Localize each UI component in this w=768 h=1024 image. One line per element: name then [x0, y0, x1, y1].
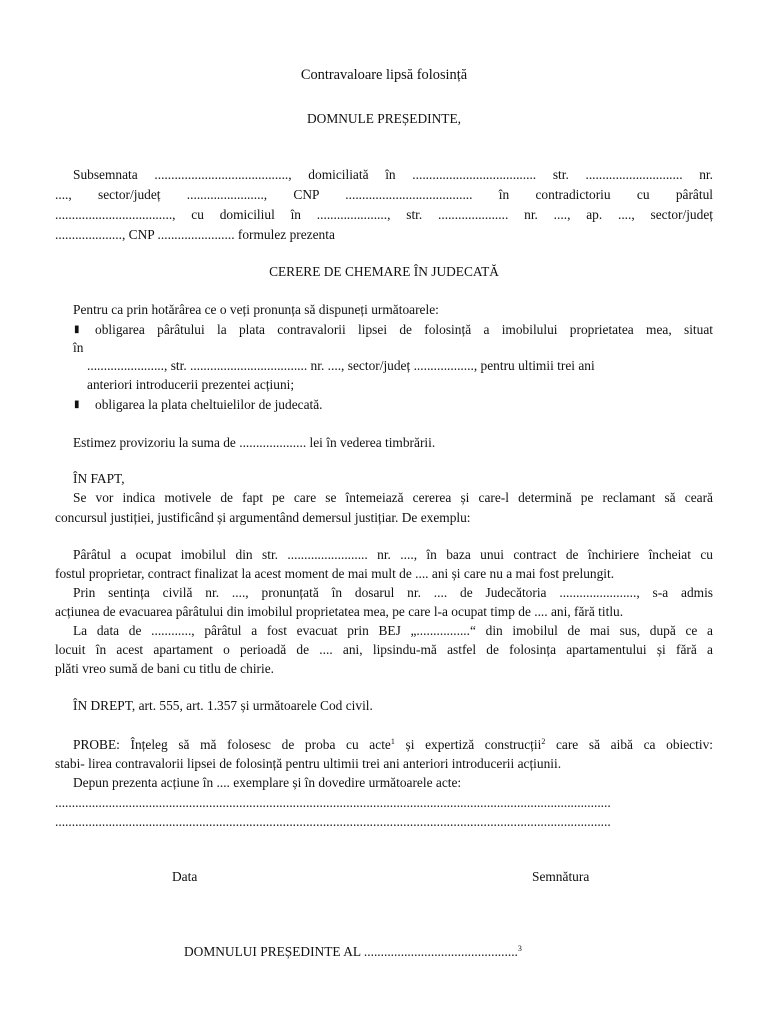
document-title: Contravaloare lipsă folosință [300, 67, 468, 83]
signature-label: Semnătura [532, 869, 590, 884]
intro-line-4: ...................., CNP ....................... formulez prezenta [55, 227, 335, 242]
facts-heading: ÎN FAPT, [73, 471, 125, 486]
footnote-ref-1: 1 [390, 737, 395, 746]
evidence-text-3: care să aibă ca obiectiv: [545, 737, 713, 752]
estimate-text: Estimez provizoriu la suma de .................... lei în vederea timbrării. [73, 435, 436, 450]
evidence-text-1: PROBE: Înțeleg să mă folosesc de proba cu acte [73, 737, 391, 752]
intro-line-3: ..................................., cu domiciliul în ....................., str. ..................... nr. ...., ap. ...., sector/județ [55, 207, 713, 222]
intro-line-2: ...., sector/județ ......................., CNP ...................................... în contradictoriu cu pârâtul [55, 187, 713, 202]
date-label: Data [172, 869, 198, 884]
evidence-line-2: stabi- lirea contravalorii lipsei de folosință pentru ultimii trei ani anteriori introducerii acțiunii. [55, 756, 562, 771]
facts-p2-line-1: Prin sentința civilă nr. ...., pronunțată în dosarul nr. .... de Judecătoria ......................., s-a admis [73, 585, 713, 600]
facts-intro-line-1: Se vor indica motivele de fapt pe care se întemeiază cererea și care-l determină pe reclamant să ceară [73, 490, 713, 505]
salutation: DOMNULE PREȘEDINTE, [307, 111, 461, 126]
dotted-line-2: ...................................................................................................................................................................... [55, 814, 611, 829]
bullet-1-line-4: anteriori introducerii prezentei acțiuni; [87, 377, 295, 392]
bullet-1-line-3: ......................., str. ................................... nr. ...., sector/județ .................., pentru ultimii trei ani [87, 358, 595, 373]
request-intro: Pentru ca prin hotărârea ce o veți pronunța să dispuneți următoarele: [73, 302, 439, 317]
facts-p2-line-2: acțiunea de evacuarea pârâtului din imobilul proprietatea mea, pe care l-a ocupat timp de .... ani, fără titlu. [55, 604, 624, 619]
facts-p1-line-2: fostul proprietar, contract finalizat la acest moment de mai mult de .... ani și care nu a mai fost prelungit. [55, 566, 615, 581]
bullet-icon: ▮ [74, 324, 80, 335]
evidence-text-2: și expertiză construcții [394, 737, 542, 752]
footnote-ref-2: 2 [541, 737, 546, 746]
facts-p3-line-3: plăti vreo sumă de bani cu titlu de chirie. [55, 661, 275, 676]
section-heading: CERERE DE CHEMARE ÎN JUDECATĂ [269, 264, 499, 279]
closing-text: DOMNULUI PREȘEDINTE AL .............................................. [184, 944, 518, 959]
facts-p1-line-1: Pârâtul a ocupat imobilul din str. ........................ nr. ...., în baza unui contract de închiriere încheiat cu [73, 547, 713, 562]
closing-address [184, 944, 684, 960]
dotted-line-1: ...................................................................................................................................................................... [55, 795, 611, 810]
intro-line-1: Subsemnata ........................................, domiciliată în ..................................... str. ............................. nr. [73, 167, 713, 182]
bullet-icon: ▮ [74, 399, 80, 410]
evidence-line-1 [73, 737, 713, 753]
bullet-1-line-2: în [73, 340, 84, 355]
bullet-2: obligarea la plata cheltuielilor de judecată. [95, 397, 323, 412]
facts-p3-line-1: La data de ............, pârâtul a fost evacuat prin BEJ „................“ din imobilul de mai sus, după ce a [73, 623, 713, 638]
documents-text: Depun prezenta acțiune în .... exemplare și în dovedire următoarele acte: [73, 775, 462, 790]
facts-intro-line-2: concursul justiției, justificând și argumentând demersul justițiar. De exemplu: [55, 510, 471, 525]
bullet-1-line-1: obligarea pârâtului la plata contravalorii lipsei de folosință a imobilului proprietatea mea, situat [95, 322, 713, 337]
law-text: ÎN DREPT, art. 555, art. 1.357 și următoarele Cod civil. [73, 698, 373, 713]
footnote-ref-3: 3 [517, 944, 522, 953]
facts-p3-line-2: locuit în acest apartament o perioadă de .... ani, lipsindu-mă astfel de folosința apartamentului și fără a [55, 642, 713, 657]
